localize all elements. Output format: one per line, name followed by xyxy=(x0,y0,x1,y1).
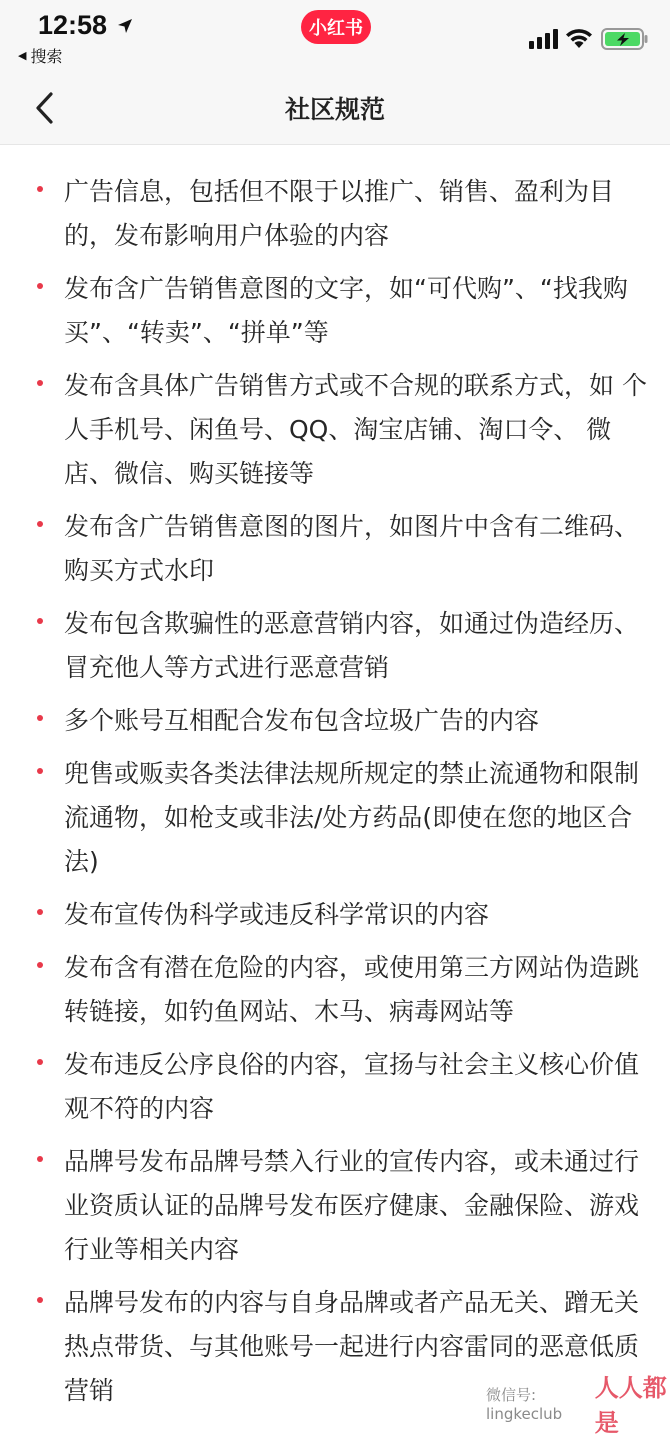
list-item xyxy=(0,946,670,1034)
location-arrow-icon xyxy=(116,17,134,35)
list-item xyxy=(0,505,670,593)
list-item xyxy=(0,602,670,690)
rule-text: 广告信息，包括但不限于以推广、销售、盈利为目的，发布影响用户体验的内容 xyxy=(64,177,615,250)
bullet-dot-icon xyxy=(37,186,43,192)
list-item xyxy=(0,364,670,496)
bullet-dot-icon xyxy=(37,380,43,386)
bullet-dot-icon xyxy=(37,768,43,774)
rules-list xyxy=(0,170,670,1422)
bullet-dot-icon xyxy=(37,909,43,915)
rule-text: 品牌号发布的内容与自身品牌或者产品无关、蹭无关热点带货、与其他账号一起进行内容雷同的恶意低质营销 xyxy=(64,1288,640,1405)
list-item xyxy=(0,752,670,884)
bullet-dot-icon xyxy=(37,283,43,289)
status-time: 12:58 xyxy=(38,10,108,40)
bullet-dot-icon xyxy=(37,618,43,624)
watermark-logo: 人人都是 xyxy=(594,1374,667,1437)
list-item xyxy=(0,170,670,258)
watermark xyxy=(486,1368,670,1438)
rule-text: 发布包含欺骗性的恶意营销内容，如通过伪造经历、冒充他人等方式进行恶意营销 xyxy=(64,609,640,682)
back-to-app-link[interactable] xyxy=(18,44,62,67)
bullet-dot-icon xyxy=(37,715,43,721)
bullet-dot-icon xyxy=(37,1297,43,1303)
list-item xyxy=(0,1140,670,1272)
back-to-app-label: 搜索 xyxy=(30,47,63,66)
rule-text: 多个账号互相配合发布包含垃圾广告的内容 xyxy=(64,706,540,735)
bullet-dot-icon xyxy=(37,521,43,527)
rule-text: 发布含广告销售意图的文字，如“可代购”、“找我购买”、“转卖”、“拼单”等 xyxy=(64,274,628,347)
bullet-dot-icon xyxy=(37,1059,43,1065)
rule-text: 发布违反公序良俗的内容，宣扬与社会主义核心价值观不符的内容 xyxy=(64,1050,640,1123)
rule-text: 发布含具体广告销售方式或不合规的联系方式，如 个人手机号、闲鱼号、QQ、淘宝店铺、淘口令、 微店、微信、购买链接等 xyxy=(64,371,647,488)
watermark-text: 微信号: lingkeclub xyxy=(486,1385,563,1423)
page-title: 社区规范 xyxy=(284,95,385,124)
rule-text: 发布含有潜在危险的内容，或使用第三方网站伪造跳转链接，如钓鱼网站、木马、病毒网站等 xyxy=(64,953,640,1026)
app-badge: 小红书 xyxy=(301,10,371,44)
rule-text: 兜售或贩卖各类法律法规所规定的禁止流通物和限制流通物，如枪支或非法/处方药品(即使在您的地区合法) xyxy=(64,759,640,876)
list-item xyxy=(0,893,670,937)
signal-icon xyxy=(529,29,559,49)
navigation-bar xyxy=(0,72,670,145)
back-triangle-icon: ◀ xyxy=(18,49,27,62)
list-item xyxy=(0,699,670,743)
battery-charging-icon xyxy=(601,28,649,50)
bullet-dot-icon xyxy=(37,962,43,968)
wifi-icon xyxy=(565,27,593,49)
list-item xyxy=(0,1043,670,1131)
rule-text: 发布含广告销售意图的图片，如图片中含有二维码、购买方式水印 xyxy=(64,512,640,585)
list-item xyxy=(0,267,670,355)
rule-text: 发布宣传伪科学或违反科学常识的内容 xyxy=(64,900,490,929)
rule-text: 品牌号发布品牌号禁入行业的宣传内容，或未通过行业资质认证的品牌号发布医疗健康、金融保险、游戏行业等相关内容 xyxy=(64,1147,640,1264)
bullet-dot-icon xyxy=(37,1156,43,1162)
status-bar xyxy=(0,0,670,72)
